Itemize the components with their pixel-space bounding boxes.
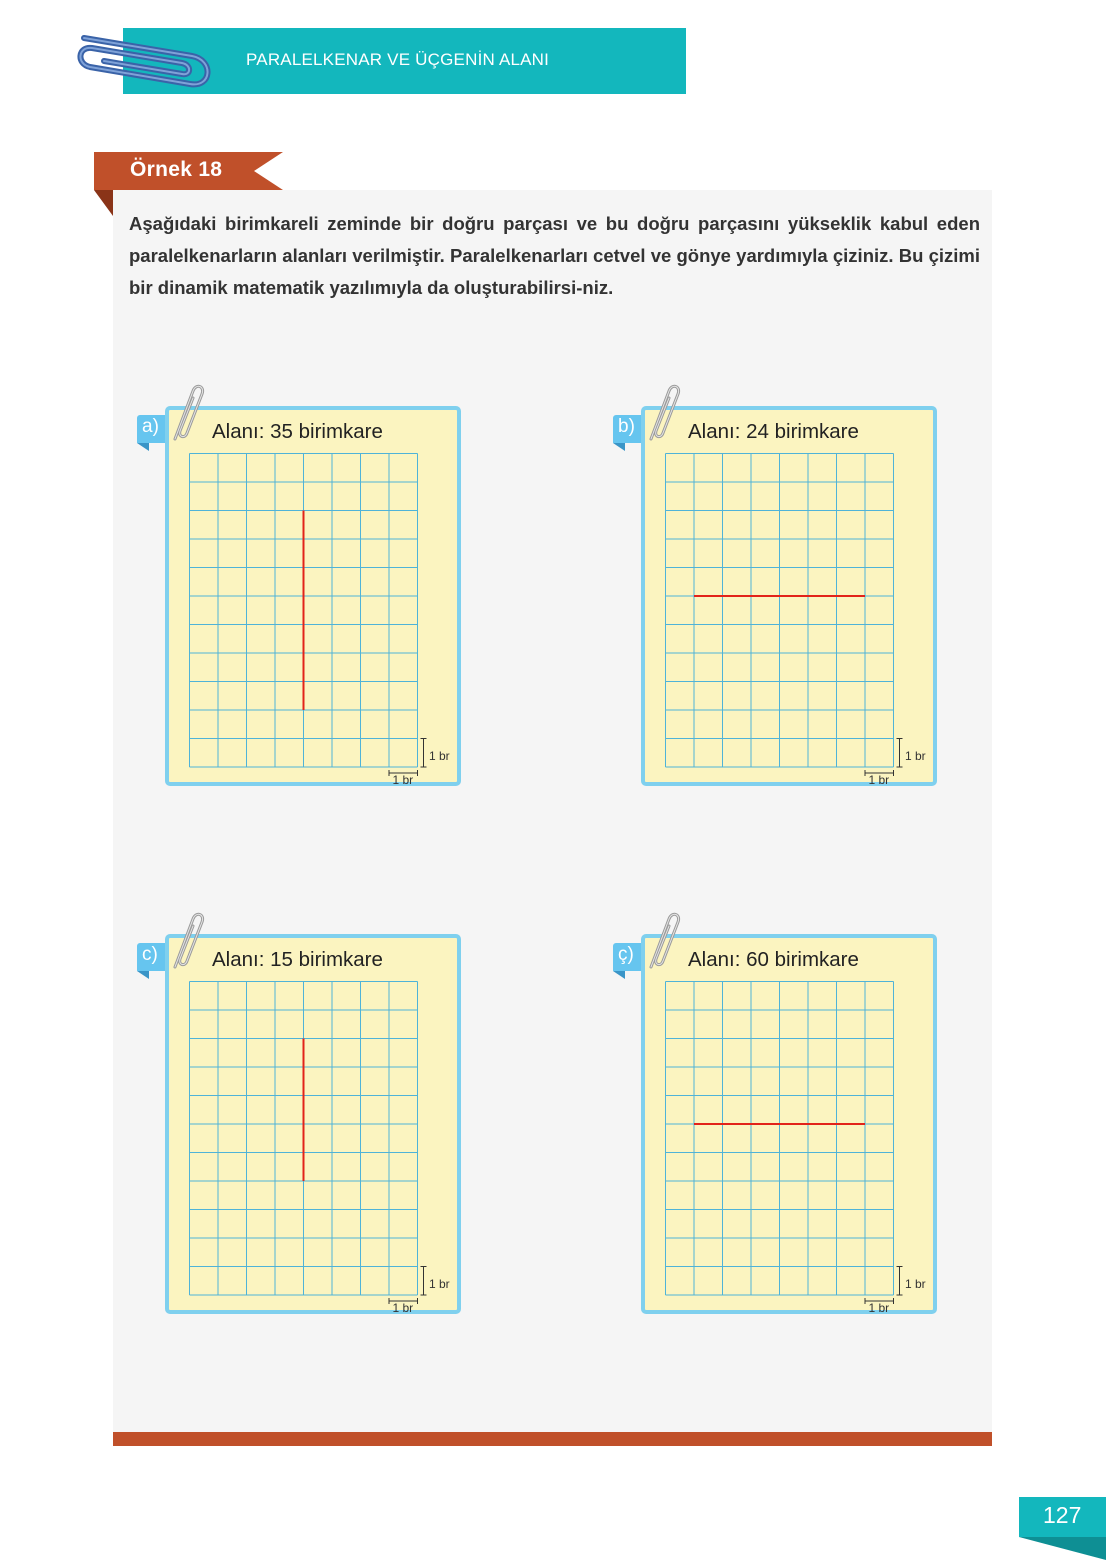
unit-marker-vertical: [897, 739, 903, 768]
card-letter-tab-fold: [613, 971, 625, 979]
page-number-fold: [1019, 1537, 1106, 1560]
unit-marker-vertical: [421, 739, 427, 768]
card-title: Alanı: 15 birimkare: [212, 948, 383, 971]
card-letter-tab-fold: [137, 443, 149, 451]
example-bottom-bar: [113, 1432, 992, 1446]
grid-card: [641, 934, 937, 1314]
unit-square-grid: [665, 453, 933, 797]
unit-square-grid: [189, 453, 457, 797]
card-title: Alanı: 35 birimkare: [212, 420, 383, 443]
example-label: Örnek 18: [130, 158, 223, 181]
unit-label-horizontal: 1 br: [868, 1300, 890, 1315]
paperclip-icon: [64, 16, 214, 96]
unit-square-grid: [665, 981, 933, 1325]
header-title: PARALELKENAR VE ÜÇGENİN ALANI: [246, 50, 550, 69]
grid-card: [165, 406, 461, 786]
unit-label-horizontal: 1 br: [868, 772, 890, 787]
unit-marker-vertical: [421, 1267, 427, 1296]
paperclip-icon: [165, 909, 205, 973]
card-title: Alanı: 60 birimkare: [688, 948, 859, 971]
card-letter-tab-fold: [613, 443, 625, 451]
paperclip-icon: [641, 381, 681, 445]
paperclip-icon: [641, 909, 681, 973]
card-letter-tab: a): [137, 415, 167, 443]
card-letter-tab: b): [613, 415, 643, 443]
card-title: Alanı: 24 birimkare: [688, 420, 859, 443]
unit-label-horizontal: 1 br: [392, 1300, 414, 1315]
question-text: Aşağıdaki birimkareli zeminde bir doğru parçası ve bu doğru parçasını yükseklik kabul eden paralelkenarların alanları verilmiştir. Paralelkenarları cetvel ve gönye yardımıyla çiziniz. Bu çizimi bir dinamik matematik yazılımıyla da oluşturabilirsi-niz.: [129, 213, 980, 298]
card-letter-tab: ç): [613, 943, 643, 971]
card-letter-tab-fold: [137, 971, 149, 979]
unit-label-vertical: 1 br: [905, 1277, 926, 1291]
paperclip-icon: [165, 381, 205, 445]
unit-label-vertical: 1 br: [429, 749, 450, 763]
page-number: 127: [1043, 1502, 1082, 1528]
card-letter-tab: c): [137, 943, 167, 971]
grid-card: [641, 406, 937, 786]
unit-square-grid: [189, 981, 457, 1325]
unit-label-vertical: 1 br: [905, 749, 926, 763]
grid-card: [165, 934, 461, 1314]
unit-label-horizontal: 1 br: [392, 772, 414, 787]
unit-label-vertical: 1 br: [429, 1277, 450, 1291]
unit-marker-vertical: [897, 1267, 903, 1296]
